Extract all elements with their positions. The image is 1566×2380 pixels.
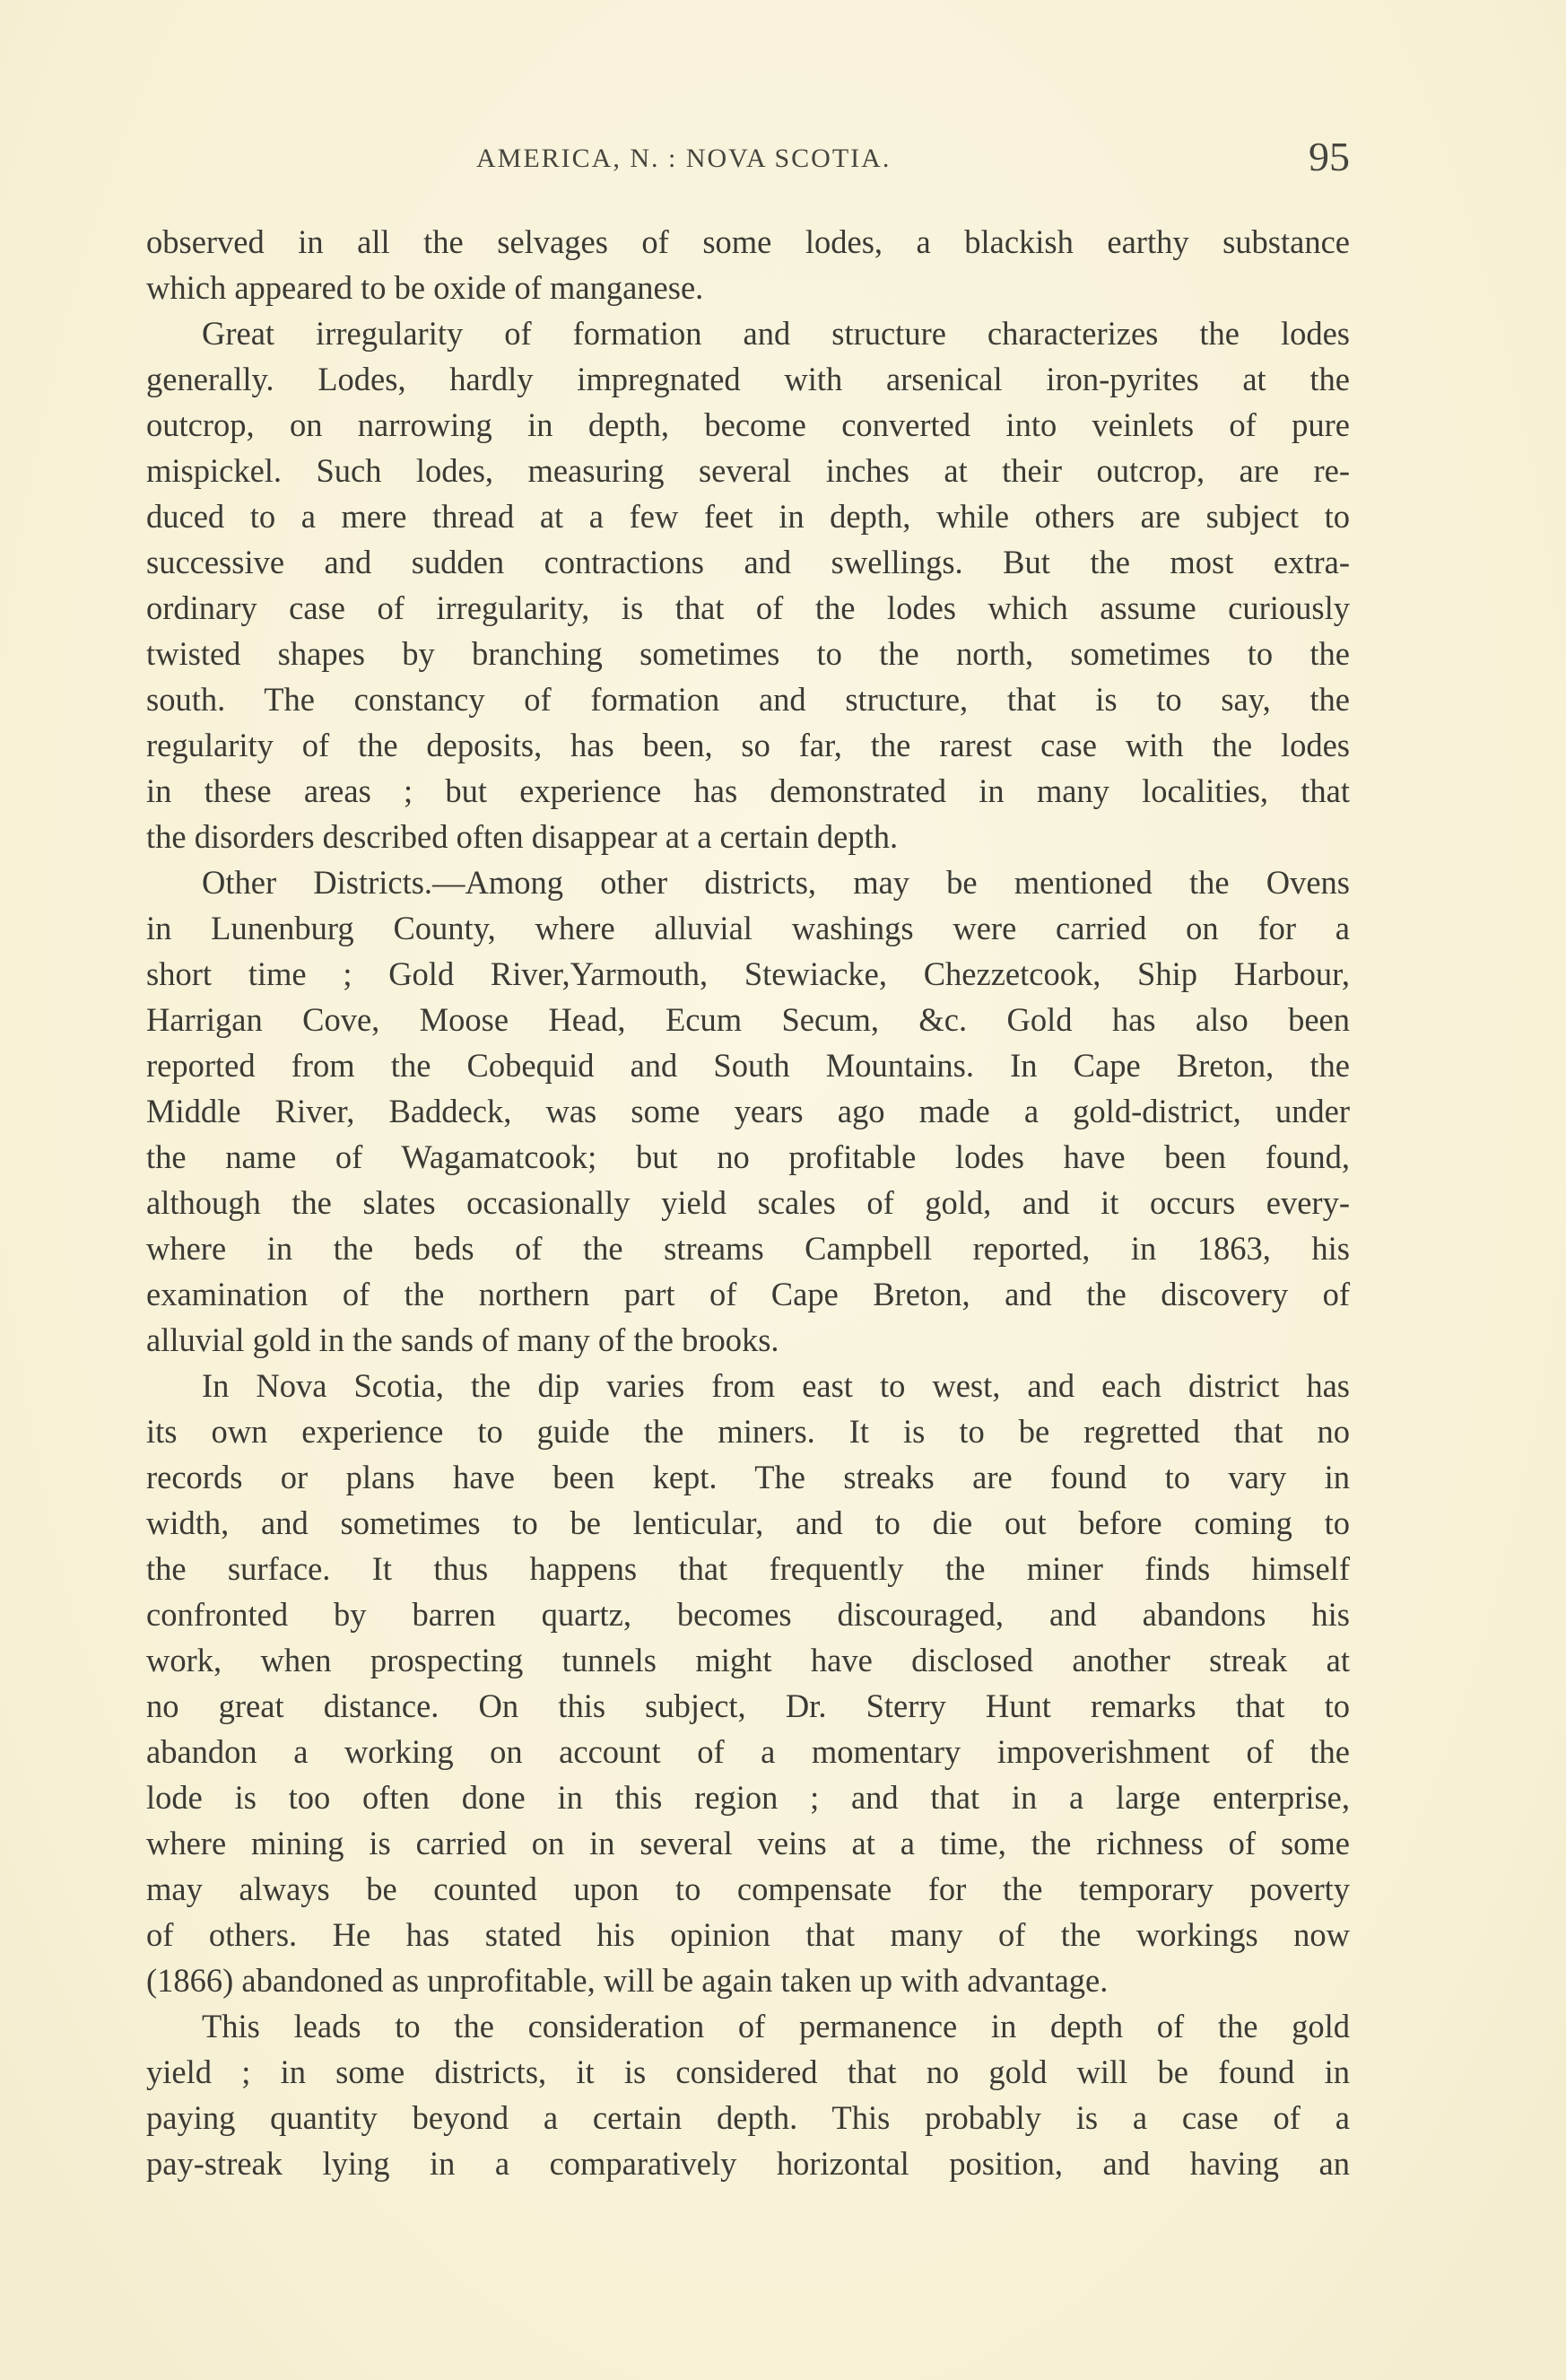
- text-line: observed in all the selvages of some lodes, a blackish earthy substance: [146, 223, 1350, 260]
- text-line: (1866) abandoned as unprofitable, will be again taken up with advantage.: [146, 1962, 1109, 1999]
- text-line: outcrop, on narrowing in depth, become converted into veinlets of pure: [146, 406, 1350, 443]
- text-line: which appeared to be oxide of manganese.: [146, 269, 704, 306]
- body-text: [146, 219, 1350, 2186]
- text-line: confronted by barren quartz, becomes discouraged, and abandons his: [146, 1596, 1350, 1633]
- text-line: alluvial gold in the sands of many of the brooks.: [146, 1321, 779, 1358]
- running-head-title: AMERICA, N. : NOVA SCOTIA.: [476, 144, 892, 173]
- paragraph: [146, 2003, 1350, 2186]
- text-line: south. The constancy of formation and structure, that is to say, the: [146, 681, 1350, 718]
- text-line: in Lunenburg County, where alluvial washings were carried on for a: [146, 910, 1350, 946]
- text-line: where in the beds of the streams Campbell reported, in 1863, his: [146, 1230, 1350, 1267]
- text-line: regularity of the deposits, has been, so far, the rarest case with the lodes: [146, 727, 1350, 763]
- text-line: Middle River, Baddeck, was some years ago made a gold-district, under: [146, 1093, 1350, 1129]
- text-line: examination of the northern part of Cape Breton, and the discovery of: [146, 1276, 1350, 1312]
- text-line: its own experience to guide the miners. It is to be regretted that no: [146, 1413, 1350, 1450]
- text-line: duced to a mere thread at a few feet in depth, while others are subject to: [146, 498, 1350, 535]
- text-line: the disorders described often disappear at a certain depth.: [146, 818, 899, 855]
- text-line: although the slates occasionally yield scales of gold, and it occurs every-: [146, 1184, 1350, 1221]
- text-line: In Nova Scotia, the dip varies from east to west, and each district has: [202, 1367, 1350, 1404]
- text-line: Other Districts.—Among other districts, may be mentioned the Ovens: [202, 864, 1350, 901]
- running-head: [146, 136, 1350, 181]
- text-line: successive and sudden contractions and swellings. But the most extra-: [146, 544, 1350, 580]
- text-line: may always be counted upon to compensate for the temporary poverty: [146, 1870, 1350, 1907]
- text-line: no great distance. On this subject, Dr. Sterry Hunt remarks that to: [146, 1687, 1350, 1724]
- text-line: reported from the Cobequid and South Mountains. In Cape Breton, the: [146, 1047, 1350, 1084]
- text-line: Harrigan Cove, Moose Head, Ecum Secum, &c. Gold has also been: [146, 1001, 1350, 1038]
- paragraph: [146, 1363, 1350, 2003]
- text-line: work, when prospecting tunnels might have disclosed another streak at: [146, 1642, 1350, 1678]
- page-number: 95: [1309, 134, 1350, 179]
- text-line: Great irregularity of formation and structure characterizes the lodes: [202, 315, 1350, 352]
- text-line: of others. He has stated his opinion that many of the workings now: [146, 1916, 1350, 1953]
- text-line: paying quantity beyond a certain depth. This probably is a case of a: [146, 2099, 1350, 2136]
- text-line: ordinary case of irregularity, is that of the lodes which assume curiously: [146, 589, 1350, 626]
- paragraph: [146, 219, 1350, 310]
- text-line: lode is too often done in this region ; and that in a large enterprise,: [146, 1779, 1350, 1816]
- text-line: the name of Wagamatcook; but no profitable lodes have been found,: [146, 1138, 1350, 1175]
- paragraph: [146, 310, 1350, 859]
- text-line: twisted shapes by branching sometimes to the north, sometimes to the: [146, 635, 1350, 672]
- text-line: short time ; Gold River,Yarmouth, Stewiacke, Chezzetcook, Ship Harbour,: [146, 955, 1350, 992]
- text-line: the surface. It thus happens that frequently the miner finds himself: [146, 1550, 1350, 1587]
- text-line: abandon a working on account of a momentary impoverishment of the: [146, 1733, 1350, 1770]
- text-line: where mining is carried on in several veins at a time, the richness of some: [146, 1825, 1350, 1861]
- text-line: This leads to the consideration of permanence in depth of the gold: [202, 2008, 1350, 2044]
- text-line: in these areas ; but experience has demonstrated in many localities, that: [146, 772, 1350, 809]
- text-line: records or plans have been kept. The streaks are found to vary in: [146, 1459, 1350, 1495]
- text-line: width, and sometimes to be lenticular, and to die out before coming to: [146, 1504, 1350, 1541]
- text-line: mispickel. Such lodes, measuring several inches at their outcrop, are re-: [146, 452, 1350, 489]
- text-line: yield ; in some districts, it is considered that no gold will be found in: [146, 2053, 1350, 2090]
- text-line: pay-streak lying in a comparatively horizontal position, and having an: [146, 2145, 1350, 2182]
- paragraph: [146, 859, 1350, 1363]
- text-line: generally. Lodes, hardly impregnated with arsenical iron-pyrites at the: [146, 361, 1350, 397]
